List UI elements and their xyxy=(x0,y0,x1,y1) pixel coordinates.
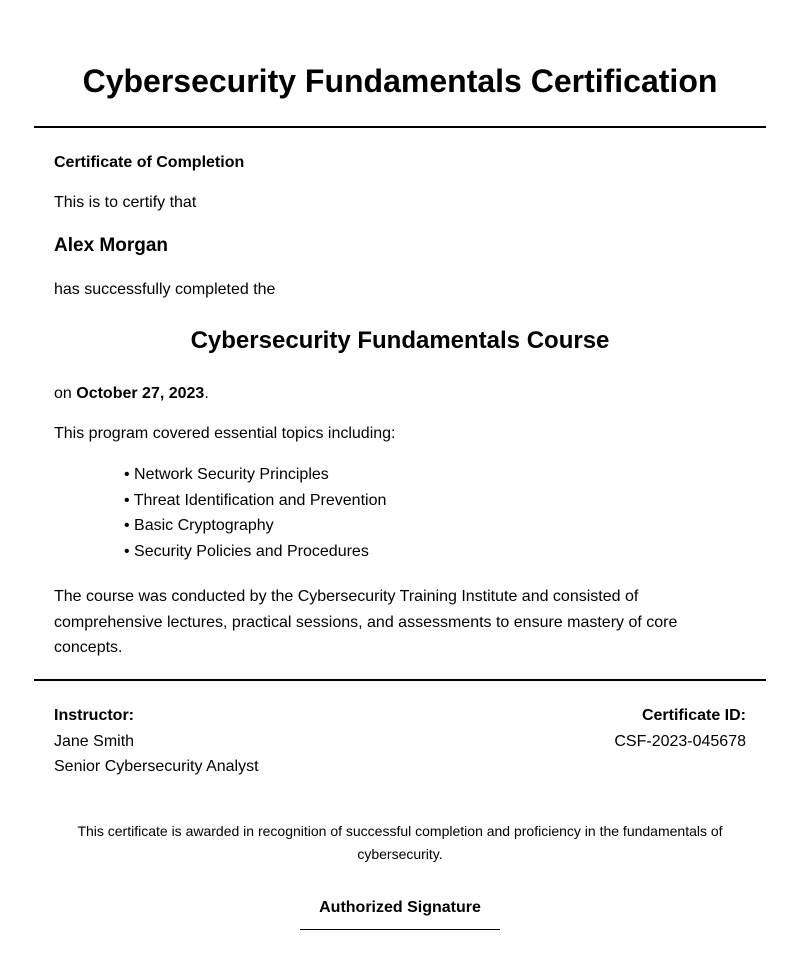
instructor-label: Instructor: xyxy=(54,707,134,724)
instructor-name: Jane Smith xyxy=(54,732,135,750)
instructor-role: Senior Cybersecurity Analyst xyxy=(54,758,259,775)
date-prefix: on xyxy=(54,385,72,402)
authorized-signature: Authorized Signature xyxy=(300,897,500,930)
certificate-id-value: CSF-2023-045678 xyxy=(614,732,746,750)
middle-divider xyxy=(34,679,766,681)
list-item: • Threat Identification and Prevention xyxy=(124,491,387,509)
recipient-name: Alex Morgan xyxy=(54,235,169,256)
certificate-id-block xyxy=(614,703,746,754)
certificate-heading: Certificate of Completion xyxy=(54,154,245,171)
list-item: • Network Security Principles xyxy=(124,466,329,483)
list-item: • Security Policies and Procedures xyxy=(124,542,369,560)
completed-text: has successfully completed the xyxy=(54,281,276,298)
date-suffix: . xyxy=(204,385,209,402)
completion-date: October 27, 2023 xyxy=(76,385,205,402)
completion-date-line xyxy=(54,384,209,404)
course-name: Cybersecurity Fundamentals Course xyxy=(190,327,610,354)
list-item: • Basic Cryptography xyxy=(124,517,274,534)
top-divider xyxy=(34,126,766,128)
certify-text: This is to certify that xyxy=(54,194,197,211)
course-description: The course was conducted by the Cybersecurity Training Institute and consisted of comprehensive lectures, practical sessions, and assessments to ensure mastery of core concepts. xyxy=(54,588,678,656)
award-statement: This certificate is awarded in recognition of successful completion and proficiency in the fundamentals of cybersecurity. xyxy=(77,823,723,862)
topics-intro: This program covered essential topics including: xyxy=(54,425,396,442)
certificate-id-label: Certificate ID: xyxy=(641,707,746,724)
instructor-block xyxy=(54,703,259,780)
topics-list xyxy=(124,462,386,564)
certificate-title: Cybersecurity Fundamentals Certification xyxy=(82,63,718,99)
